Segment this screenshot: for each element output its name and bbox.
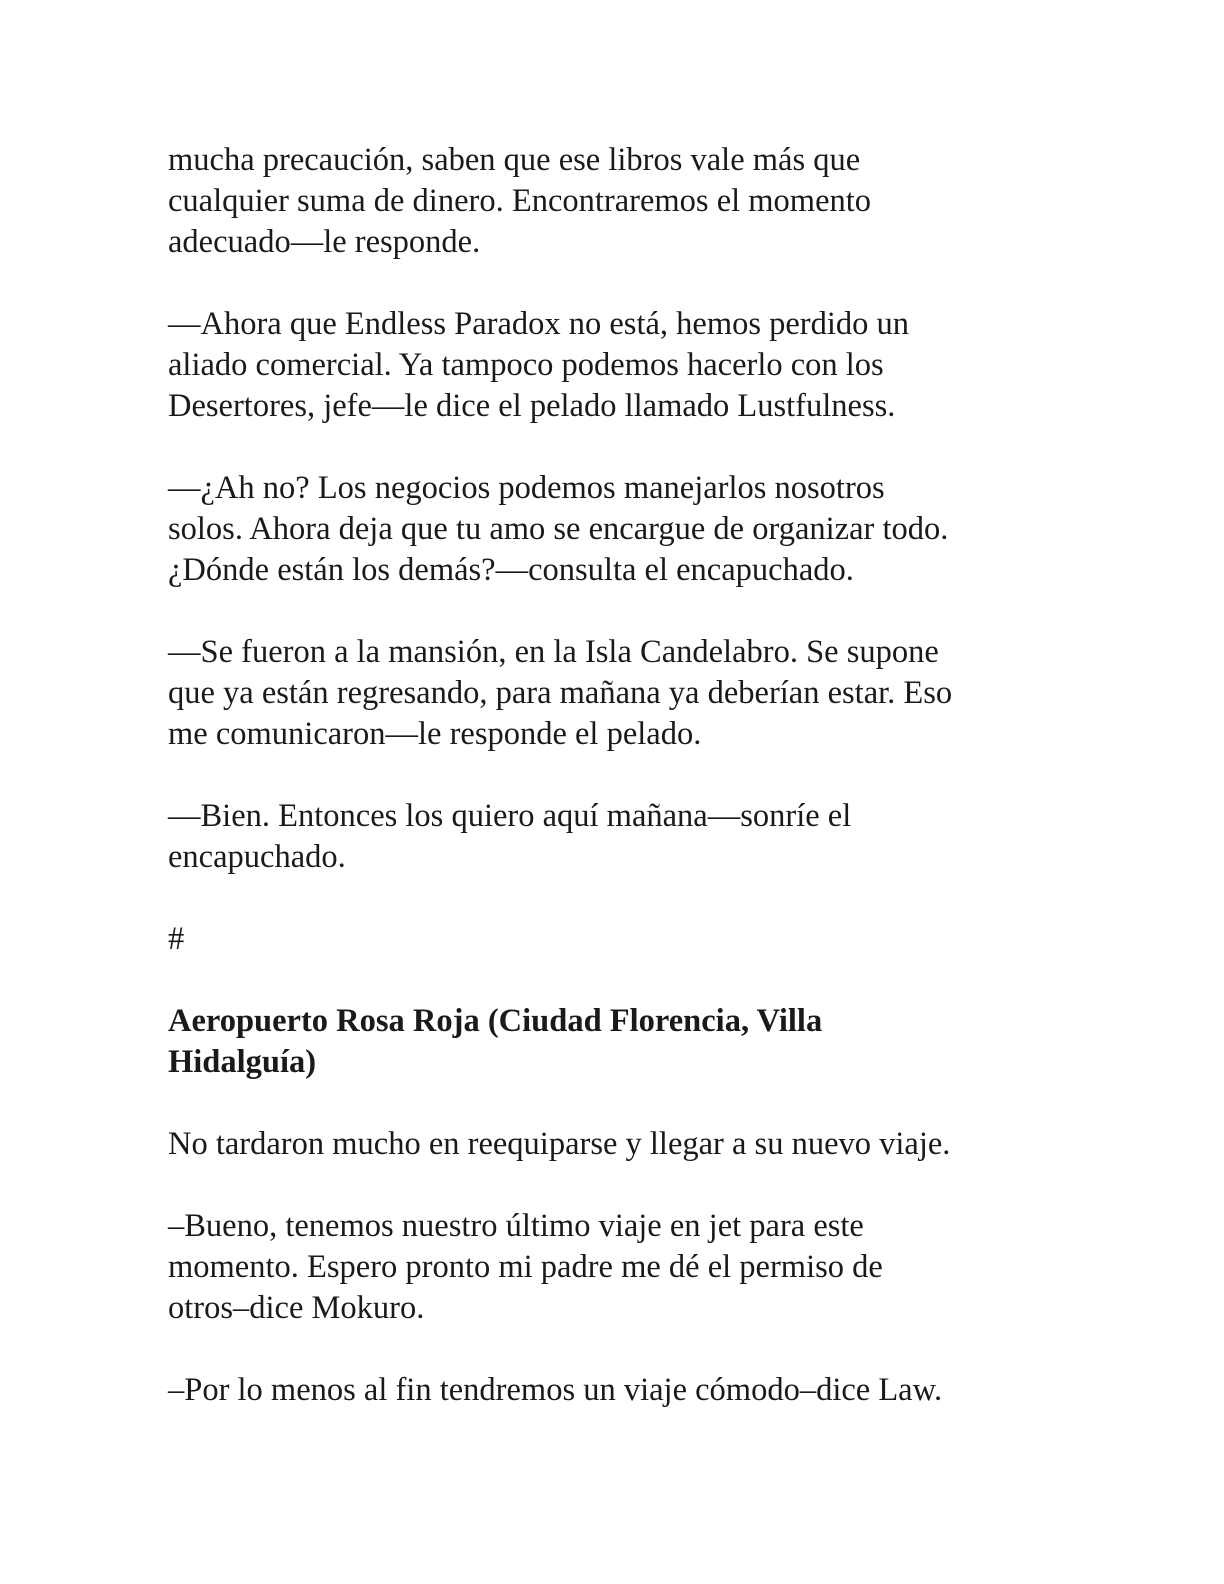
text-line: –Por lo menos al fin tendremos un viaje cómodo–dice Law. — [168, 1372, 943, 1408]
scene-separator — [168, 919, 1048, 960]
text-line: —Ahora que Endless Paradox no está, hemos perdido un — [168, 306, 910, 342]
paragraph-4 — [168, 632, 1048, 755]
paragraph-3 — [168, 468, 1048, 591]
text-line: otros–dice Mokuro. — [168, 1290, 425, 1326]
text-line: mucha precaución, saben que ese libros vale más que — [168, 142, 861, 178]
paragraph-1 — [168, 140, 1048, 263]
section-heading — [168, 1001, 1048, 1083]
text-line: No tardaron mucho en reequiparse y llegar a su nuevo viaje. — [168, 1126, 951, 1162]
text-line: cualquier suma de dinero. Encontraremos el momento — [168, 183, 872, 219]
text-line: que ya están regresando, para mañana ya deberían estar. Eso — [168, 675, 953, 711]
text-line: aliado comercial. Ya tampoco podemos hacerlo con los — [168, 347, 884, 383]
text-line: me comunicaron—le responde el pelado. — [168, 716, 702, 752]
heading-line: Aeropuerto Rosa Roja (Ciudad Florencia, Villa — [168, 1003, 823, 1039]
text-line: —Se fueron a la mansión, en la Isla Candelabro. Se supone — [168, 634, 939, 670]
text-line: encapuchado. — [168, 839, 346, 875]
text-line: adecuado—le responde. — [168, 224, 481, 260]
text-line: —Bien. Entonces los quiero aquí mañana—sonríe el — [168, 798, 852, 834]
paragraph-6 — [168, 1124, 1048, 1165]
text-line: momento. Espero pronto mi padre me dé el permiso de — [168, 1249, 883, 1285]
text-line: solos. Ahora deja que tu amo se encargue de organizar todo. — [168, 511, 949, 547]
paragraph-8 — [168, 1370, 1048, 1411]
text-line: Desertores, jefe—le dice el pelado llamado Lustfulness. — [168, 388, 896, 424]
text-line: ¿Dónde están los demás?—consulta el encapuchado. — [168, 552, 854, 588]
paragraph-5 — [168, 796, 1048, 878]
document-page — [168, 140, 1048, 1452]
paragraph-7 — [168, 1206, 1048, 1329]
text-line: —¿Ah no? Los negocios podemos manejarlos nosotros — [168, 470, 885, 506]
heading-line: Hidalguía) — [168, 1044, 317, 1080]
separator-mark: # — [168, 921, 185, 957]
text-line: –Bueno, tenemos nuestro último viaje en jet para este — [168, 1208, 864, 1244]
paragraph-2 — [168, 304, 1048, 427]
